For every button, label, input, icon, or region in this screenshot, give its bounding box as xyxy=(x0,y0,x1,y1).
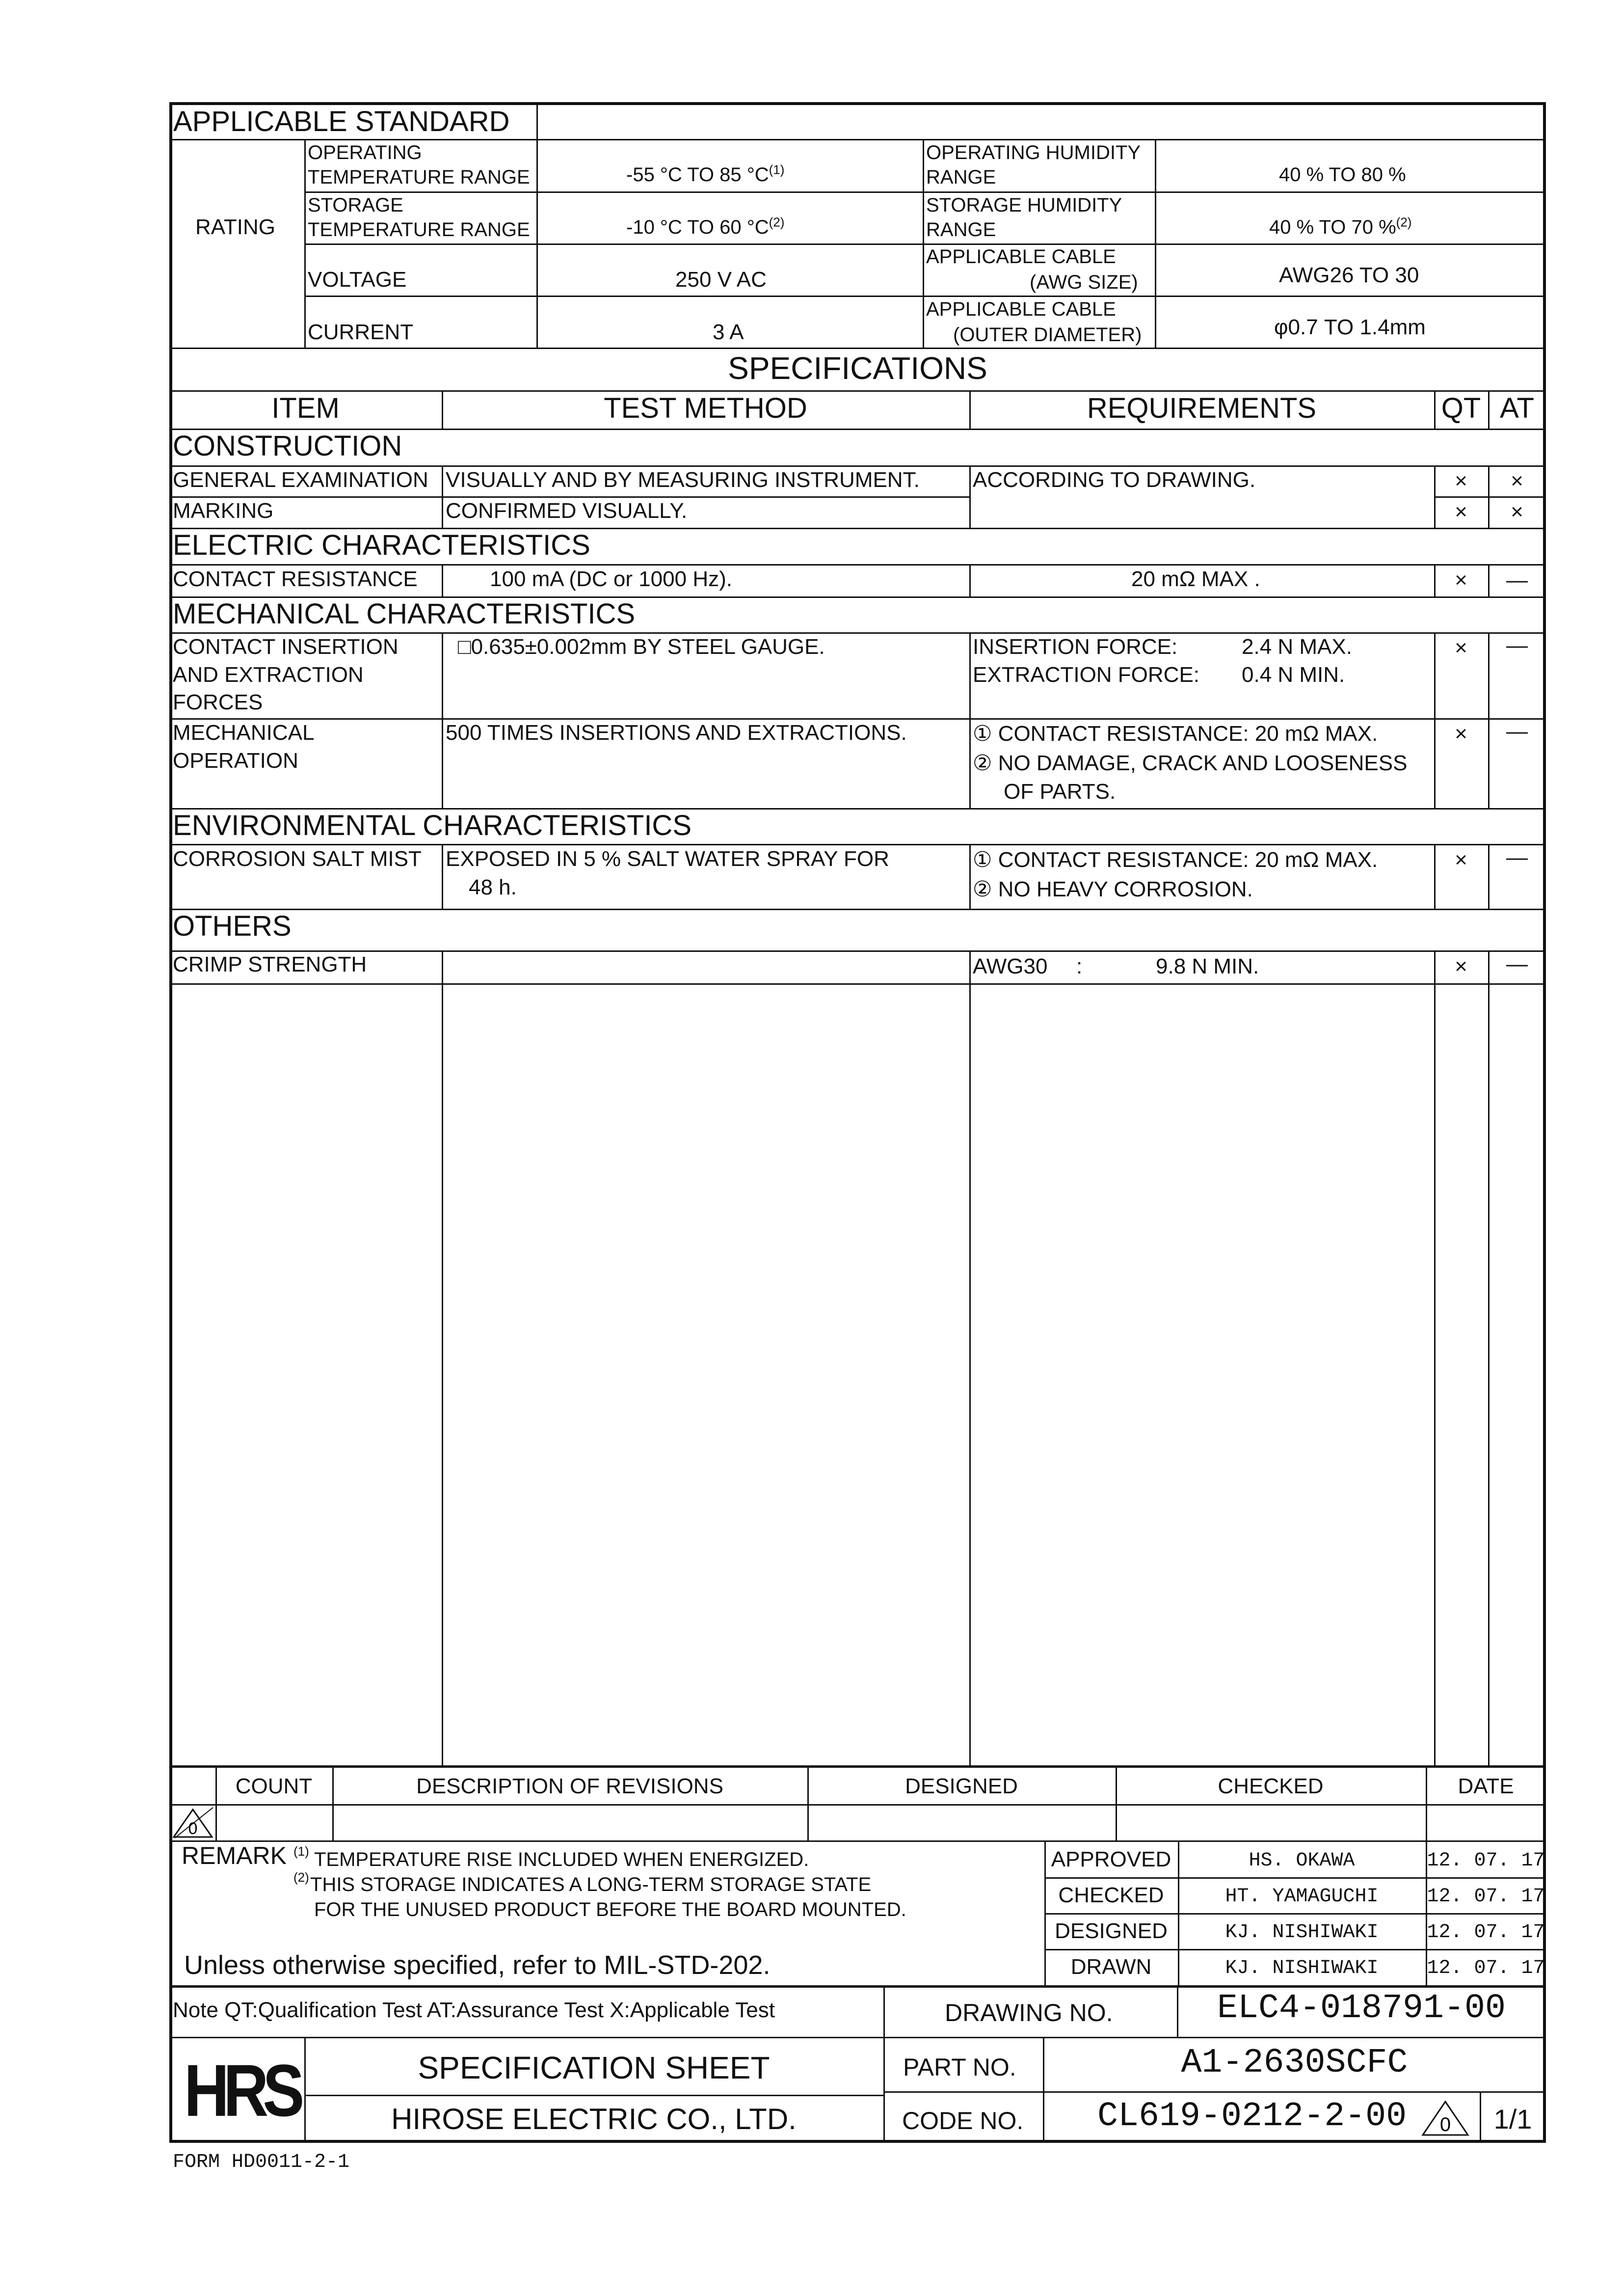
qt-cie: × xyxy=(1455,636,1467,660)
req-csm-line1: ① CONTACT RESISTANCE: 20 mΩ MAX. xyxy=(973,848,1378,872)
item-cie-line2: AND EXTRACTION xyxy=(173,663,364,687)
section-others: OTHERS xyxy=(173,910,292,942)
col-at: AT xyxy=(1500,392,1534,424)
test-marking: CONFIRMED VISUALLY. xyxy=(446,499,688,523)
svg-text:0: 0 xyxy=(188,1819,198,1838)
approved-date: 12. 07. 17 xyxy=(1427,1850,1545,1872)
op-humidity-label-1: OPERATING HUMIDITY xyxy=(926,142,1141,163)
sheet-title: SPECIFICATION SHEET xyxy=(418,2050,770,2085)
section-construction: CONSTRUCTION xyxy=(173,430,402,462)
approved-role: APPROVED xyxy=(1051,1847,1171,1871)
qt-contact-resistance: × xyxy=(1455,568,1467,592)
at-cie: — xyxy=(1506,633,1528,657)
req-csm-line2: ② NO HEAVY CORROSION. xyxy=(973,877,1253,901)
applicable-standard-label: APPLICABLE STANDARD xyxy=(173,106,510,137)
mil-std-note: Unless otherwise specified, refer to MIL-STD-202. xyxy=(184,1950,771,1980)
at-marking: × xyxy=(1511,500,1523,524)
drawn-date: 12. 07. 17 xyxy=(1427,1957,1545,1979)
page-number: 1/1 xyxy=(1493,2104,1532,2134)
test-csm-line2: 48 h. xyxy=(469,875,517,899)
company-name: HIROSE ELECTRIC CO., LTD. xyxy=(391,2103,797,2135)
section-mechanical: MECHANICAL CHARACTERISTICS xyxy=(173,598,636,630)
req-crimp-value: 9.8 N MIN. xyxy=(1156,954,1259,978)
item-corrosion-salt-mist: CORROSION SALT MIST xyxy=(173,847,422,871)
at-general-examination: × xyxy=(1511,469,1523,493)
form-number: FORM HD0011-2-1 xyxy=(173,2151,350,2173)
st-temp-label-1: STORAGE xyxy=(308,194,403,216)
checked-date: 12. 07. 17 xyxy=(1427,1886,1545,1908)
op-humidity-value: 40 % TO 80 % xyxy=(1279,164,1406,186)
section-environmental: ENVIRONMENTAL CHARACTERISTICS xyxy=(173,810,692,841)
qt-general-examination: × xyxy=(1455,469,1467,493)
checked-role: CHECKED xyxy=(1058,1883,1164,1907)
test-contact-resistance: 100 mA (DC or 1000 Hz). xyxy=(490,567,732,591)
code-no-label: CODE NO. xyxy=(902,2107,1024,2134)
rev-date-header: DATE xyxy=(1458,1774,1514,1798)
cable-od-label-2: (OUTER DIAMETER) xyxy=(953,324,1142,346)
voltage-label: VOLTAGE xyxy=(308,268,407,292)
rev-designed-header: DESIGNED xyxy=(905,1774,1018,1798)
col-qt: QT xyxy=(1441,392,1481,424)
col-test-method: TEST METHOD xyxy=(604,392,807,424)
test-mo: 500 TIMES INSERTIONS AND EXTRACTIONS. xyxy=(446,721,907,745)
part-no-value: A1-2630SCFC xyxy=(1181,2044,1408,2082)
code-no-value: CL619-0212-2-00 xyxy=(1097,2097,1407,2136)
remark-note1-mark: (1) xyxy=(293,1844,309,1859)
drawn-name: KJ. NISHIWAKI xyxy=(1225,1957,1379,1979)
cable-awg-value: AWG26 TO 30 xyxy=(1279,263,1419,287)
st-temp-label-2: TEMPERATURE RANGE xyxy=(308,219,530,241)
remark-label: REMARK xyxy=(182,1842,287,1869)
section-electric: ELECTRIC CHARACTERISTICS xyxy=(173,529,590,561)
approved-name: HS. OKAWA xyxy=(1249,1850,1355,1872)
item-cie-line3: FORCES xyxy=(173,690,263,714)
specifications-title: SPECIFICATIONS xyxy=(728,351,987,386)
req-cie-extraction-value: 0.4 N MIN. xyxy=(1242,663,1345,687)
rev-checked-header: CHECKED xyxy=(1218,1774,1324,1798)
item-marking: MARKING xyxy=(173,499,274,523)
at-contact-resistance: — xyxy=(1506,568,1528,592)
req-mo-line2: ② NO DAMAGE, CRACK AND LOOSENESS xyxy=(973,751,1408,775)
qt-crimp: × xyxy=(1455,954,1467,978)
req-contact-resistance: 20 mΩ MAX . xyxy=(1131,567,1260,591)
rev-count-header: COUNT xyxy=(235,1774,313,1798)
req-crimp-colon: : xyxy=(1076,954,1083,978)
st-temp-value: -10 °C TO 60 $^\circ C^{(2)}$ xyxy=(626,215,785,238)
test-general-examination: VISUALLY AND BY MEASURING INSTRUMENT. xyxy=(446,468,920,492)
item-general-examination: GENERAL EXAMINATION xyxy=(173,468,428,492)
remark-note1: TEMPERATURE RISE INCLUDED WHEN ENERGIZED. xyxy=(314,1849,809,1870)
st-humidity-label-1: STORAGE HUMIDITY xyxy=(926,194,1122,216)
cable-awg-label-2: (AWG SIZE) xyxy=(1030,271,1138,293)
req-cie-insertion-value: 2.4 N MAX. xyxy=(1242,635,1352,659)
item-contact-resistance: CONTACT RESISTANCE xyxy=(173,567,418,591)
test-csm-line1: EXPOSED IN 5 % SALT WATER SPRAY FOR xyxy=(446,847,889,871)
designed-role: DESIGNED xyxy=(1055,1919,1168,1943)
cable-od-value: φ0.7 TO 1.4mm xyxy=(1274,315,1426,339)
item-cie-line1: CONTACT INSERTION xyxy=(173,635,399,659)
test-cie: □0.635±0.002mm BY STEEL GAUGE. xyxy=(458,635,825,659)
rating-label: RATING xyxy=(195,215,275,239)
at-csm: — xyxy=(1506,845,1528,869)
req-cie-insertion-label: INSERTION FORCE: xyxy=(973,635,1178,659)
req-general-examination: ACCORDING TO DRAWING. xyxy=(973,468,1256,492)
op-temp-label-2: TEMPERATURE RANGE xyxy=(308,166,530,188)
code-revision-triangle-icon xyxy=(1420,2099,1471,2138)
col-requirements: REQUIREMENTS xyxy=(1087,392,1317,424)
hrs-logo: HRS xyxy=(184,2049,299,2132)
item-mo-line1: MECHANICAL xyxy=(173,721,315,745)
req-crimp-awg: AWG30 xyxy=(973,954,1048,978)
remark-note2a: THIS STORAGE INDICATES A LONG-TERM STORAGE STATE xyxy=(310,1874,872,1895)
st-humidity-label-2: RANGE xyxy=(926,219,996,241)
voltage-value: 250 V AC xyxy=(675,268,767,292)
rev-description-header: DESCRIPTION OF REVISIONS xyxy=(416,1774,723,1798)
remark-note2b: FOR THE UNUSED PRODUCT BEFORE THE BOARD MOUNTED. xyxy=(314,1899,906,1920)
current-value: 3 A xyxy=(713,320,744,344)
item-mo-line2: OPERATION xyxy=(173,749,298,773)
note-legend: Note QT:Qualification Test AT:Assurance Test X:Applicable Test xyxy=(173,1998,775,2022)
drawing-no-label: DRAWING NO. xyxy=(945,1999,1113,2026)
st-humidity-value: 40 % TO 70 %$^{(2)}$ xyxy=(1269,215,1412,238)
cable-od-label-1: APPLICABLE CABLE xyxy=(926,298,1116,320)
op-humidity-label-2: RANGE xyxy=(926,166,996,188)
qt-mo: × xyxy=(1455,722,1467,746)
req-mo-line3: OF PARTS. xyxy=(1004,780,1116,804)
req-cie-extraction-label: EXTRACTION FORCE: xyxy=(973,663,1200,687)
col-item: ITEM xyxy=(271,392,340,424)
remark-note2-mark: (2) xyxy=(293,1870,309,1885)
at-crimp: — xyxy=(1506,952,1528,976)
svg-text:0: 0 xyxy=(1439,2114,1451,2135)
qt-csm: × xyxy=(1455,848,1467,872)
drawn-role: DRAWN xyxy=(1070,1955,1152,1979)
checked-name: HT. YAMAGUCHI xyxy=(1225,1886,1379,1908)
qt-marking: × xyxy=(1455,500,1467,524)
req-mo-line1: ① CONTACT RESISTANCE: 20 mΩ MAX. xyxy=(973,722,1378,746)
current-label: CURRENT xyxy=(308,320,414,344)
cable-awg-label-1: APPLICABLE CABLE xyxy=(926,246,1116,268)
part-no-label: PART NO. xyxy=(903,2053,1016,2081)
drawing-no-value: ELC4-018791-00 xyxy=(1217,1989,1506,2028)
revision-triangle-icon xyxy=(172,1807,214,1839)
op-temp-label-1: OPERATING xyxy=(308,142,422,163)
designed-name: KJ. NISHIWAKI xyxy=(1225,1921,1379,1944)
item-crimp-strength: CRIMP STRENGTH xyxy=(173,952,367,976)
designed-date: 12. 07. 17 xyxy=(1427,1921,1545,1944)
at-mo: — xyxy=(1506,719,1528,743)
op-temp-value: -55 °C TO 85 $^\circ C^{(1)}$ xyxy=(626,162,785,186)
